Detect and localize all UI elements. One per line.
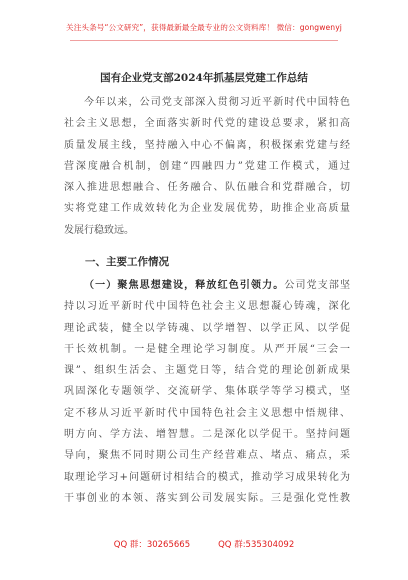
section-line: 课”、组织生活会、主题党日等，结合党的理论创新成果 bbox=[64, 365, 350, 377]
footer-qq-group-1: QQ 群：30265665 bbox=[113, 540, 191, 550]
section-first-line bbox=[64, 275, 350, 296]
intro-line: 今年以来，公司党支部深入贯彻习近平新时代中国特色 bbox=[84, 97, 350, 108]
intro-paragraph bbox=[64, 92, 350, 241]
section-heading: 一、主要工作情况 bbox=[85, 256, 169, 268]
intro-line: 发展行稳致远。 bbox=[64, 224, 134, 236]
section-line: 导向，聚焦不同时期公司生产经营难点、堵点、痛点，采 bbox=[64, 450, 350, 462]
section-line: 持以习近平新时代中国特色社会主义思想凝心铸魂，深化 bbox=[64, 301, 350, 313]
header-divider bbox=[70, 40, 338, 41]
intro-line: 实将党建工作成效转化为企业发展优势，助推企业高质量 bbox=[64, 203, 350, 215]
section-line: 理论武装，健全以学铸魂、以学增智、以学正风、以学促 bbox=[64, 322, 350, 334]
sub-first-line-rest: 公司党支部坚 bbox=[284, 280, 351, 291]
intro-line: 营深度融合机制，创建“四融四力”党建工作模式，通过 bbox=[64, 160, 350, 172]
intro-line: 质量发展主线，坚持融入中心不偏离，积极探索党建与经 bbox=[64, 139, 350, 151]
intro-line: 社会主义思想，全面落实新时代党的建设总要求，紧扣高 bbox=[64, 118, 350, 130]
section-line: 干事创业的本领、落实到公司发展实际。三是强化党性教 bbox=[64, 492, 350, 504]
sub-heading: （一）聚焦思想建设，释放红色引领力。 bbox=[84, 280, 285, 291]
section-line: 干长效机制。一是健全理论学习制度。从严开展“三会一 bbox=[64, 343, 350, 355]
document-title: 国有企业党支部2024年抓基层党建工作总结 bbox=[100, 72, 308, 84]
intro-line: 深入推进思想融合、任务融合、队伍融合和党群融合，切 bbox=[64, 182, 350, 194]
section-line: 定不移从习近平新时代中国特色社会主义思想中悟规律、 bbox=[64, 407, 350, 419]
section-line: 巩固深化专题领学、交流研学、集体联学等学习模式，坚 bbox=[64, 386, 350, 398]
footer-contacts bbox=[0, 538, 408, 550]
footer-qq-group-2: QQ 群:535304092 bbox=[218, 540, 295, 550]
section-line: 明方向、学方法、增智慧。二是深化以学促干。坚持问题 bbox=[64, 429, 350, 441]
promo-banner: 关注头条号“公文研究”，获得最新最全最专业的公文资料库！ 微信：gongwenyj bbox=[66, 23, 342, 32]
section-paragraph bbox=[64, 275, 350, 509]
section-line: 取理论学习+问题研讨相结合的模式，推动学习成果转化为 bbox=[64, 471, 350, 483]
